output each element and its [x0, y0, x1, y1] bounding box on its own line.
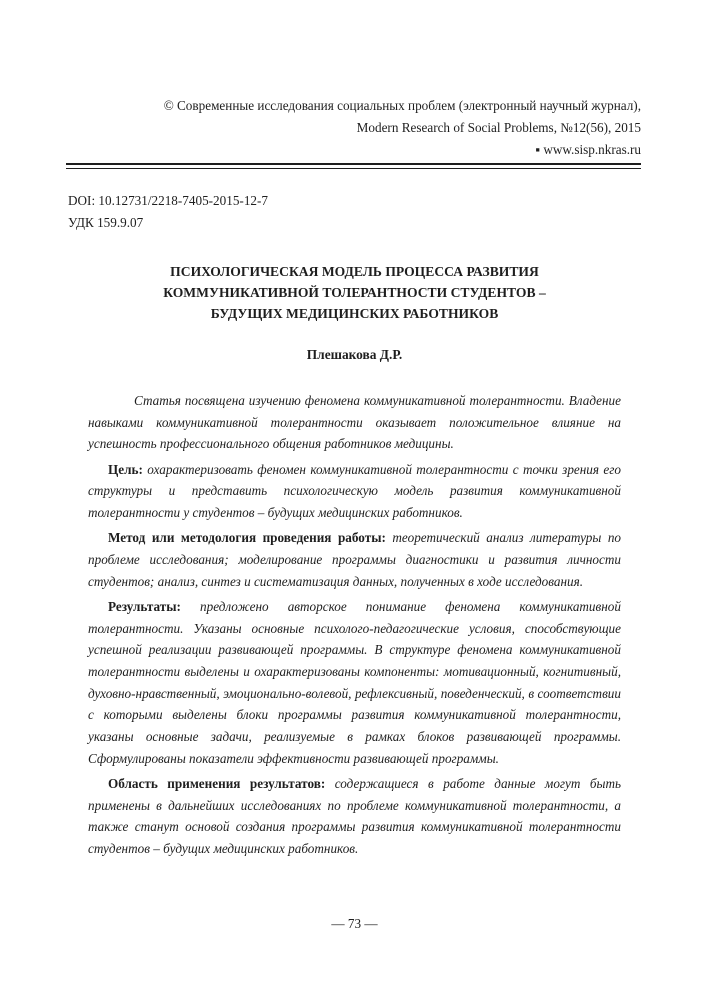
scope-label: Область применения результатов:: [108, 775, 326, 791]
doi: DOI: 10.12731/2218-7405-2015-12-7: [68, 193, 268, 208]
goal-text: охарактеризовать феномен коммуникативной толерантности с точки зрения его структуры и представить психологическую модель развития коммуникативной толерантности у студентов – будущих медицинских работников.: [88, 461, 621, 521]
journal-website-link[interactable]: ▪ www.sisp.nkras.ru: [535, 142, 641, 157]
method-text: теоретический анализ литературы по проблеме исследования; моделирование программы диагностики и развития личности студентов; анализ, синтез и систематизация данных, полученных в ходе исследования.: [88, 530, 622, 589]
results-text: предложено авторское понимание феномена коммуникативной толерантности. Указаны основные психолого-педагогические условия, способствующие успешной реализации развивающей программы. В структуре феномена коммуникативной толерантности выделены и охарактеризованы компоненты: мотивационный, когнитивный, духовно-нравственный, эмоционально-волевой, рефлексивный, поведенческий, в соответствии с которыми выделены блоки программы развития коммуникативной толерантности, указаны основные задачи, реализуемые в рамках блоков развивающей программы. Сформулированы показатели эффективности развивающей программы.: [88, 598, 621, 766]
article-title-line-2: КОММУНИКАТИВНОЙ ТОЛЕРАНТНОСТИ СТУДЕНТОВ –: [163, 285, 546, 300]
method-label: Метод или методология проведения работы:: [108, 530, 386, 546]
abstract-results: [88, 596, 621, 770]
journal-header-line-1: © Современные исследования социальных проблем (электронный научный журнал),: [163, 98, 641, 113]
article-title: [68, 261, 641, 324]
abstract: [88, 390, 621, 863]
abstract-method: [88, 527, 621, 592]
article-title-line-3: БУДУЩИХ МЕДИЦИНСКИХ РАБОТНИКОВ: [210, 306, 499, 321]
udk: УДК 159.9.07: [68, 215, 144, 230]
page-number: — 73 —: [331, 916, 378, 931]
journal-header-line-2: Modern Research of Social Problems, №12(56), 2015: [356, 120, 641, 135]
goal-label: Цель:: [108, 461, 143, 477]
header-divider-thick: [66, 163, 641, 165]
author: Плешакова Д.Р.: [306, 347, 403, 362]
results-label: Результаты:: [108, 598, 181, 614]
journal-header: [164, 95, 641, 161]
abstract-goal: [88, 459, 621, 524]
header-divider-thin: [66, 168, 641, 169]
article-meta: [68, 190, 268, 234]
scope-text: содержащиеся в работе данные могут быть применены в дальнейших исследованиях по проблеме коммуникативной толерантности, а также станут основой создания программы развития коммуникативной толерантности студентов – будущих медицинских работников.: [88, 775, 622, 857]
article-title-line-1: ПСИХОЛОГИЧЕСКАЯ МОДЕЛЬ ПРОЦЕССА РАЗВИТИЯ: [170, 264, 539, 279]
abstract-scope: [88, 773, 621, 860]
abstract-intro: Статья посвящена изучению феномена коммуникативной толерантности. Владение навыками коммуникативной толерантности оказывает положительное влияние на успешность профессионального общения работников медицины.: [88, 393, 621, 452]
